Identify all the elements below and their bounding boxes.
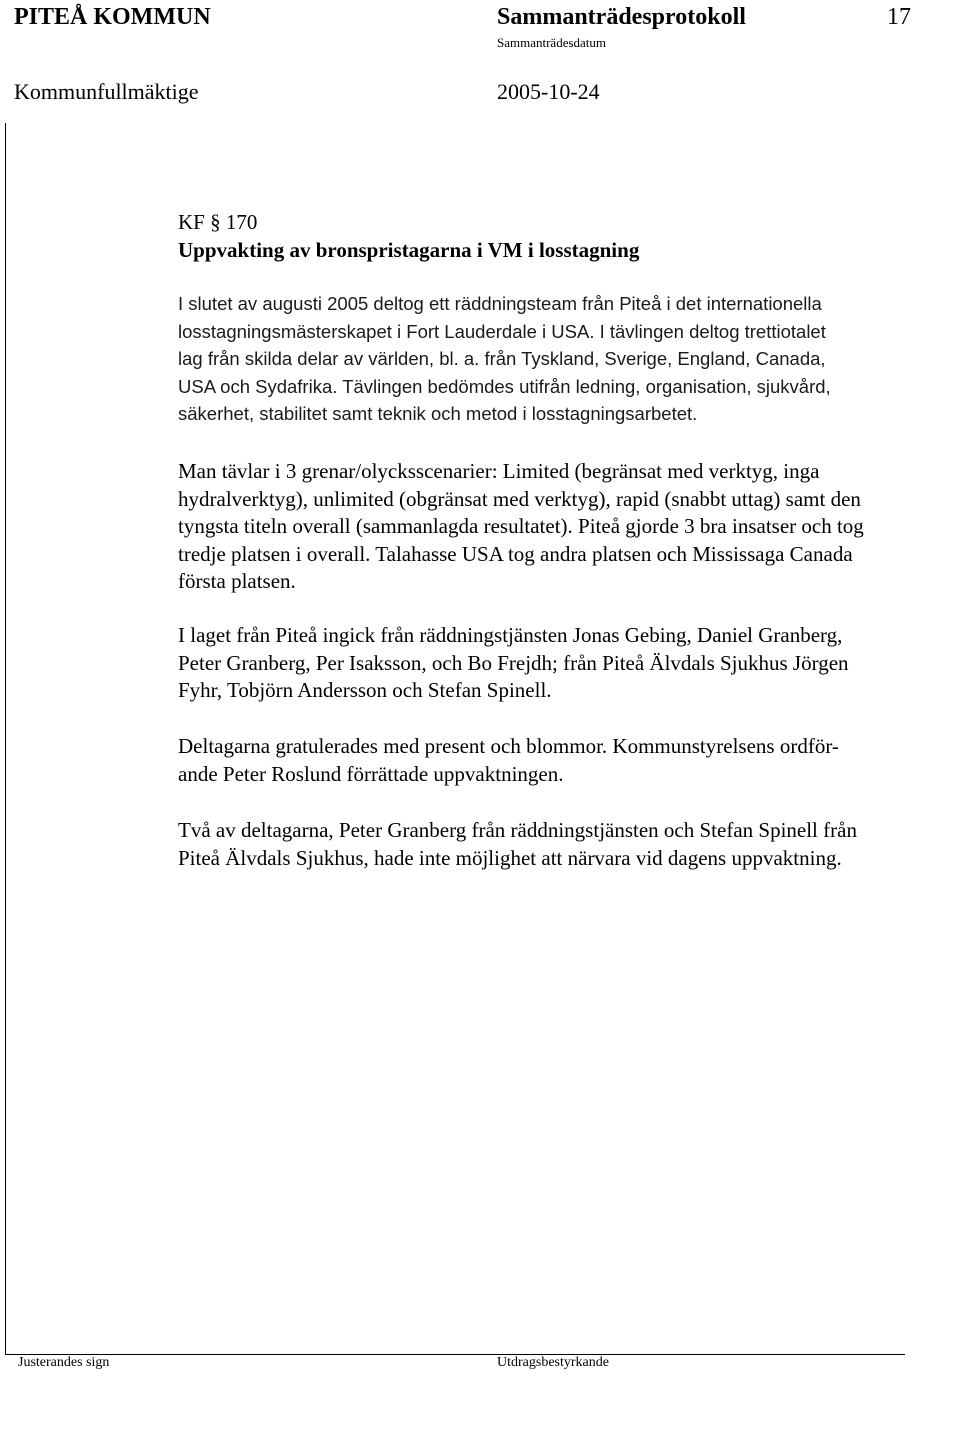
text-line: Fyhr, Tobjörn Andersson och Stefan Spinell. [178,678,552,702]
text-line: Två av deltagarna, Peter Granberg från räddningstjänsten och Stefan Spinell från [178,818,857,842]
item-reference: KF § 170 [178,210,258,234]
paragraph-2 [178,458,960,596]
item-title: Uppvakting av bronspristagarna i VM i losstagning [178,238,640,262]
signature-label: Justerandes sign [18,1355,110,1370]
text-line: Deltagarna gratulerades med present och blommor. Kommunstyrelsens ordför- [178,734,839,758]
text-line: Peter Granberg, Per Isaksson, och Bo Frejdh; från Piteå Älvdals Sjukhus Jörgen [178,650,849,675]
text-line: första platsen. [178,569,296,593]
text-line: säkerhet, stabilitet samt teknik och metod i losstagningsarbetet. [178,403,698,424]
text-line: lag från skilda delar av världen, bl. a. från Tyskland, Sverige, England, Canada, [178,348,826,369]
text-line: tyngsta titeln overall (sammanlagda resultatet). Piteå gjorde 3 bra insatser och tog [178,514,864,538]
text-line: Piteå Älvdals Sjukhus, hade inte möjlighet att närvara vid dagens uppvaktning. [178,845,842,870]
text-line: I slutet av augusti 2005 deltog ett räddningsteam från Piteå i det internationella [178,293,822,314]
footer-rule [5,1354,905,1355]
paragraph-5 [178,817,960,872]
extract-label: Utdragsbestyrkande [497,1355,609,1370]
text-line: Man tävlar i 3 grenar/olycksscenarier: Limited (begränsat med verktyg, inga [178,459,820,483]
left-margin-rule [5,123,6,1355]
text-line: I laget från Piteå ingick från räddningstjänsten Jonas Gebing, Daniel Granberg, [178,623,843,647]
paragraph-3 [178,622,960,705]
date-label: Sammanträdesdatum [497,35,607,50]
text-line: USA och Sydafrika. Tävlingen bedömdes utifrån ledning, organisation, sjukvård, [178,375,831,397]
text-line: tredje platsen i overall. Talahasse USA tog andra platsen och Mississaga Canada [178,541,853,566]
meeting-date: 2005-10-24 [497,79,600,104]
page-number: 17 [887,4,911,30]
text-line: losstagningsmästerskapet i Fort Lauderdale i USA. I tävlingen deltog trettiotalet [178,320,826,342]
governing-body: Kommunfullmäktige [14,79,199,104]
text-line: hydralverktyg), unlimited (obgränsat med verktyg), rapid (snabbt uttag) samt den [178,486,861,511]
organization-name: PITEÅ KOMMUN [14,4,211,30]
paragraph-4 [178,733,960,788]
document-type: Sammanträdesprotokoll [497,4,746,30]
text-line: ande Peter Roslund förrättade uppvaktningen. [178,761,564,786]
paragraph-1 [178,290,960,428]
